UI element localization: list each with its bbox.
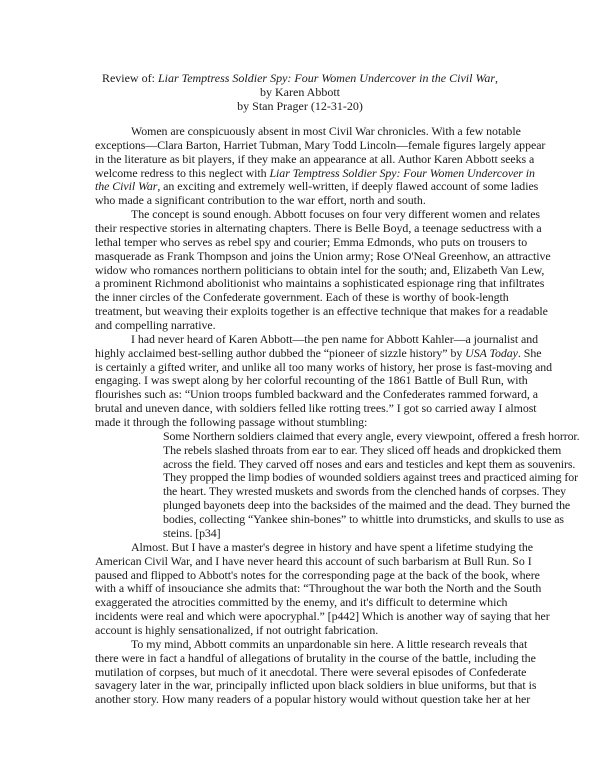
- italic-title-fragment: USA Today: [465, 345, 518, 360]
- text-line: [95, 567, 540, 583]
- text-fragment: plunged bayonets deep into the backsides of the maimed and the dead. They burned the: [163, 498, 571, 513]
- text-line: [95, 137, 546, 153]
- title-suffix: ,: [495, 71, 499, 85]
- text-line: [95, 539, 534, 555]
- text-fragment: across the field. They carved off noses and ears and testicles and kept them as souvenirs.: [163, 456, 576, 471]
- text-line: [95, 609, 550, 624]
- block-quote-line: [95, 498, 571, 513]
- text-fragment: another story. How many readers of a popular history would without question take her at her: [95, 692, 531, 707]
- text-line: [95, 291, 513, 305]
- text-line: [95, 262, 545, 278]
- text-line: [95, 553, 532, 569]
- text-fragment: there were in fact a handful of allegations of brutality in the course of the battle, including the: [95, 650, 536, 665]
- block-quote-line: [95, 527, 513, 541]
- text-line: [95, 124, 521, 139]
- text-line: [95, 221, 542, 236]
- text-line: [95, 165, 535, 181]
- text-fragment: I had never heard of Karen Abbott—the pen name for Abbott Kahler—a journalist and: [131, 331, 539, 346]
- text-fragment: exceptions—Clara Barton, Harriet Tubman, Mary Todd Lincoln—female figures largely appear: [95, 137, 546, 152]
- text-line: [95, 319, 513, 333]
- text-fragment: widow who romances northern politicians to obtain intel for the south; and, Elizabeth Van Lew,: [95, 262, 545, 277]
- text-fragment: . She: [517, 345, 542, 360]
- block-quote-line: [95, 428, 580, 444]
- text-line: [95, 387, 538, 402]
- text-line: [95, 373, 528, 388]
- text-fragment: account is highly sensationalized, if not outright fabrication.: [95, 622, 379, 637]
- text-line: [95, 194, 513, 208]
- text-line: [95, 692, 531, 707]
- block-quote-line: [95, 456, 576, 472]
- text-fragment: engaging. I was swept along by her colorful recounting of the 1861 Battle of Bull Run, with: [95, 373, 528, 388]
- text-line: [95, 596, 513, 610]
- text-fragment: Almost. But I have a master's degree in history and have spent a lifetime studying the: [131, 539, 534, 554]
- text-fragment: Women are conspicuously absent in most Civil War chronicles. With a few notable: [131, 124, 521, 138]
- text-line: [95, 581, 542, 596]
- text-fragment: The concept is sound enough. Abbott focuses on four very different women and relates: [131, 207, 540, 222]
- review-title-line: [60, 71, 540, 85]
- text-fragment: They propped the limp bodies of wounded soldiers against trees and practiced aiming for: [163, 470, 578, 485]
- text-line: [95, 234, 528, 250]
- block-quote-line: [95, 484, 567, 499]
- text-fragment: incidents were real and which were apocryphal.” [p442] Which is another way of saying that her: [95, 609, 550, 624]
- block-quote-line: [95, 442, 562, 458]
- italic-title-fragment: the Civil War: [95, 179, 158, 194]
- text-fragment: The rebels slashed throats from ear to ear. They sliced off heads and dropkicked them: [163, 442, 562, 457]
- text-fragment: made it through the following passage without stumbling:: [95, 415, 368, 430]
- text-line: [95, 401, 537, 416]
- text-fragment: in the literature as bit players, if they make an appearance at all. Author Karen Abbott seeks a: [95, 151, 535, 166]
- text-fragment: a prominent Richmond abolitionist who maintains a sophisticated espionage ring that infiltrates: [95, 276, 545, 291]
- review-prefix: Review of:: [101, 71, 158, 85]
- book-title: Liar Temptress Soldier Spy: Four Women Undercover in the Civil War: [157, 71, 496, 85]
- text-line: [95, 624, 513, 638]
- text-fragment: is certainly a gifted writer, and unlike all too many works of history, her prose is fast-moving and: [95, 359, 553, 374]
- review-header: [60, 71, 540, 114]
- text-fragment: masquerade as Frank Thompson and joins the Union army; Rose O'Neal Greenhow, an attractive: [95, 248, 551, 263]
- text-line: [95, 359, 553, 375]
- text-fragment: the heart. They wrested muskets and swords from the clenched hands of corpses. They: [163, 484, 567, 499]
- review-body: [95, 124, 580, 707]
- italic-title-fragment: Liar Temptress Soldier Spy: Four Women Undercover in: [269, 165, 535, 180]
- text-fragment: lethal temper who serves as rebel spy and courier; Emma Edmonds, who puts on trousers to: [95, 234, 528, 249]
- text-fragment: To my mind, Abbott commits an unpardonable sin here. A little research reveals that: [131, 636, 528, 651]
- text-line: [95, 276, 545, 291]
- text-fragment: steins. [p34]: [163, 525, 221, 540]
- text-fragment: Some Northern soldiers claimed that every angle, every viewpoint, offered a fresh horror.: [163, 428, 580, 443]
- text-line: [95, 179, 539, 194]
- text-line: [95, 416, 513, 430]
- text-line: [95, 248, 551, 264]
- text-line: [95, 331, 539, 347]
- text-fragment: who made a significant contribution to the war effort, north and south.: [95, 193, 426, 208]
- text-line: [95, 151, 535, 167]
- text-line: [95, 304, 548, 319]
- block-quote-line: [95, 470, 578, 485]
- text-fragment: treatment, but weaving their exploits together is an effective technique that makes for a readable: [95, 304, 548, 319]
- reviewer-line: by Stan Prager (12-31-20): [237, 99, 363, 114]
- text-fragment: exaggerated the atrocities committed by the enemy, and it's difficult to determine which: [95, 595, 508, 610]
- text-fragment: highly acclaimed best-selling author dubbed the “pioneer of sizzle history” by: [95, 345, 466, 360]
- text-fragment: American Civil War, and I have never heard this account of such barbarism at Bull Run. So I: [95, 553, 532, 568]
- text-fragment: with a whiff of insouciance she admits that: “Throughout the war both the North and the South: [95, 581, 542, 596]
- text-fragment: , an exciting and extremely well-written, if deeply flawed account of some ladies: [157, 179, 539, 194]
- text-line: [95, 650, 536, 666]
- text-fragment: welcome redress to this neglect with: [95, 165, 270, 180]
- text-line: [95, 678, 537, 693]
- text-line: [95, 345, 542, 361]
- text-fragment: their respective stories in alternating chapters. There is Belle Boyd, a teenage seductress with a: [95, 221, 542, 236]
- author-line: by Karen Abbott: [260, 85, 340, 100]
- text-fragment: paused and flipped to Abbott's notes for the corresponding page at the back of the book, where: [95, 567, 540, 582]
- text-fragment: bodies, collecting “Yankee shin-bones” to whittle into drumsticks, and skulls to use as: [163, 512, 564, 527]
- text-fragment: mutilation of corpses, but much of it anecdotal. There were several episodes of Confederate: [95, 664, 527, 679]
- text-line: [95, 636, 528, 652]
- text-fragment: savagery later in the war, principally inflicted upon black soldiers in blue uniforms, but that is: [95, 678, 537, 693]
- text-fragment: brutal and uneven dance, with soldiers felled like rotting trees.” I got so carried away I almost: [95, 401, 537, 416]
- text-fragment: and compelling narrative.: [95, 318, 216, 333]
- text-line: [95, 207, 540, 222]
- text-fragment: the inner circles of the Confederate government. Each of these is worthy of book-length: [95, 290, 509, 305]
- text-fragment: flourishes such as: “Union troops fumbled backward and the Confederates rammed forward, a: [95, 387, 538, 402]
- text-line: [95, 664, 527, 680]
- block-quote-line: [95, 512, 564, 527]
